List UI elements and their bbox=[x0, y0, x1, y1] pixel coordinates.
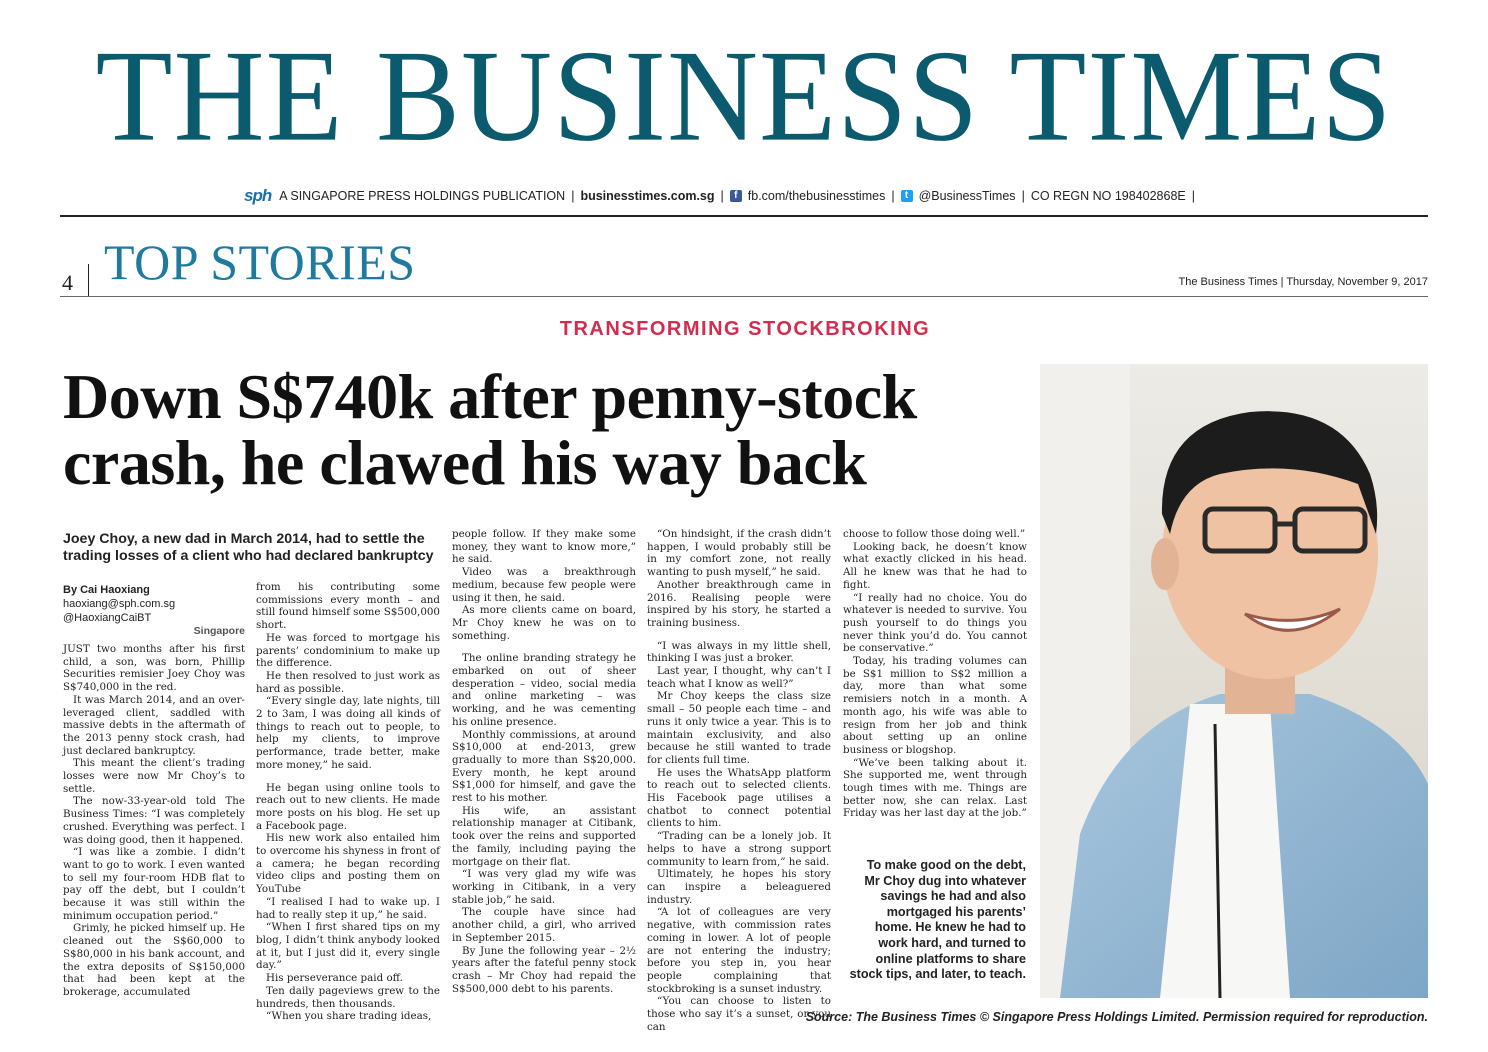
paragraph: The couple have since had another child, a girl, who arrived in September 2015. bbox=[452, 906, 636, 944]
twitter-link[interactable]: @BusinessTimes bbox=[918, 189, 1016, 203]
paragraph: Ultimately, he hopes his story can inspire a beleaguered industry. bbox=[647, 868, 831, 906]
body-column-3 bbox=[452, 528, 636, 995]
pubbar-separator: | bbox=[891, 189, 895, 203]
paragraph: “Trading can be a lonely job. It helps to have a strong support community to learn from,” he said. bbox=[647, 830, 831, 868]
byline bbox=[63, 583, 245, 625]
sph-logo: sph bbox=[244, 186, 272, 205]
body-column-4 bbox=[647, 528, 831, 1033]
body-column-2 bbox=[256, 581, 440, 1023]
page-number: 4 bbox=[62, 270, 73, 295]
source-credit: Source: The Business Times © Singapore Press Holdings Limited. Permission required for reproduction. bbox=[805, 1010, 1428, 1024]
byline-email: haoxiang@sph.com.sg bbox=[63, 598, 176, 610]
paragraph: JUST two months after his first child, a son, was born, Phillip Securities remisier Joey Choy was S$740,000 in the red. bbox=[63, 643, 245, 694]
kicker: TRANSFORMING STOCKBROKING bbox=[559, 318, 931, 340]
paragraph: He then resolved to just work as hard as possible. bbox=[256, 669, 440, 695]
publisher-text: A SINGAPORE PRESS HOLDINGS PUBLICATION bbox=[279, 189, 566, 203]
paragraph: It was March 2014, and an over-leveraged client, saddled with massive debts in the aftermath of the 2013 penny stock crash, had just declared bankruptcy. bbox=[63, 693, 245, 757]
byline-author: By Cai Haoxiang bbox=[63, 584, 150, 596]
twitter-icon: t bbox=[901, 190, 913, 202]
facebook-link[interactable]: fb.com/thebusinesstimes bbox=[747, 189, 886, 203]
masthead-rule bbox=[60, 215, 1428, 217]
paragraph: “I realised I had to wake up. I had to really step it up,” he said. bbox=[256, 895, 440, 921]
body-column-5 bbox=[843, 528, 1027, 820]
body-column-1 bbox=[63, 643, 245, 999]
portrait-photo bbox=[1040, 364, 1428, 998]
paragraph: This meant the client’s trading losses were now Mr Choy’s to settle. bbox=[63, 757, 245, 795]
paragraph: He was forced to mortgage his parents’ condominium to make up the difference. bbox=[256, 631, 440, 670]
paragraph: As more clients came on board, Mr Choy knew he was on to something. bbox=[452, 604, 636, 642]
paragraph: His new work also entailed him to overcome his shyness in front of a camera; he began recording video clips and posting them on YouTube bbox=[256, 832, 440, 896]
pubbar-separator: | bbox=[571, 189, 575, 203]
paragraph: from his contributing some commissions every month – and still found himself some S$500,000 short. bbox=[256, 581, 440, 632]
paragraph: Mr Choy keeps the class size small – 50 people each time – and runs it only twice a year. This is to maintain exclusivity, and also because he still wanted to trade for clients full time. bbox=[647, 690, 831, 766]
paragraph: Looking back, he doesn’t know what exactly clicked in his head. All he knew was that he had to fight. bbox=[843, 540, 1027, 591]
paragraph: “When you share trading ideas, bbox=[266, 1010, 432, 1023]
paragraph: The online branding strategy he embarked on out of sheer desperation – video, social media and online marketing – was working, and he was cementing his online presence. bbox=[452, 652, 636, 728]
dateline: The Business Times | Thursday, November 9, 2017 bbox=[1178, 276, 1428, 288]
portrait-illustration bbox=[1040, 364, 1428, 998]
paragraph: He began using online tools to reach out to new clients. He made more posts on his blog. He set up a Facebook page. bbox=[256, 781, 440, 832]
paragraph: “You can choose to listen to those who say it’s a sunset, or you can bbox=[647, 995, 831, 1033]
paragraph: By June the following year – 2½ years after the fateful penny stock crash – Mr Choy had repaid the S$500,000 debt to his parents. bbox=[452, 944, 636, 995]
paragraph: “I was very glad my wife was working in Citibank, in a very stable job,” he said. bbox=[452, 868, 636, 906]
paragraph: Today, his trading volumes can be S$1 million to S$2 million a day, more than what some remisiers notch in a month. A month ago, his wife was able to resign from her job and think about setting up an online business or blogshop. bbox=[843, 655, 1027, 756]
paragraph: “We’ve been talking about it. She supported me, went through tough times with me. Things are better now, she can relax. Last Friday was her last day at the job.” bbox=[843, 756, 1027, 820]
section-title: TOP STORIES bbox=[104, 234, 416, 290]
photo-caption: To make good on the debt, Mr Choy dug into whatever savings he had and also mortgaged his parents’ home. He knew he had to work hard, and turned to online platforms to share stock tips, and later, to teach. bbox=[849, 858, 1026, 982]
headline: Down S$740k after penny-stock crash, he clawed his way back bbox=[63, 361, 917, 498]
company-registration: CO REGN NO 198402868E bbox=[1030, 189, 1186, 203]
pubbar-separator: | bbox=[1021, 189, 1025, 203]
paragraph: Monthly commissions, at around S$10,000 at end-2013, grew gradually to more than S$20,000. Every month, he kept around S$1,000 for himself, and gave the rest to his mother. bbox=[452, 728, 636, 805]
paragraph: He uses the WhatsApp platform to reach out to selected clients. His Facebook page utilises a chatbot to connect potential clients to him. bbox=[647, 766, 831, 830]
paragraph: “On hindsight, if the crash didn’t happen, I would probably still be in my comfort zone, not really wanting to push myself,” he said. bbox=[647, 528, 831, 579]
paragraph: His wife, an assistant relationship manager at Citibank, took over the reins and supported the family, including paying the mortgage on their flat. bbox=[452, 804, 636, 868]
masthead: THE BUSINESS TIMES bbox=[95, 24, 1393, 169]
paragraph: Last year, I thought, why can’t I teach what I know as well?” bbox=[647, 665, 831, 690]
paragraph: Grimly, he picked himself up. He cleaned out the S$60,000 to S$80,000 in his bank account, and the extra deposits of S$150,000 that had been kept at the brokerage, accumulated bbox=[63, 922, 245, 998]
paragraph: Ten daily pageviews grew to the hundreds, then thousands. bbox=[256, 984, 440, 1010]
paragraph: The now-33-year-old told The Business Times: “I was completely crushed. Everything was perfect. I was doing good, then it happened. bbox=[63, 795, 245, 846]
paragraph: Video was a breakthrough medium, because few people were using it then, he said. bbox=[452, 566, 636, 604]
pubbar-separator: | bbox=[1191, 189, 1196, 203]
section-rule bbox=[60, 296, 1428, 297]
paragraph: “I was always in my little shell, thinking I was just a broker. bbox=[647, 639, 831, 665]
paragraph: “I really had no choice. You do whatever is needed to survive. You push yourself to do things you never think you’d do. You cannot be conservative.” bbox=[843, 591, 1027, 655]
byline-twitter: @HaoxiangCaiBT bbox=[63, 612, 152, 624]
pubbar-separator: | bbox=[720, 189, 724, 203]
paragraph: “When I first shared tips on my blog, I didn’t think anybody looked at it, but I just did it, every single day.” bbox=[256, 921, 440, 972]
facebook-icon: f bbox=[730, 190, 742, 202]
paragraph: Another breakthrough came in 2016. Realising people were inspired by his story, he started a training business. bbox=[647, 578, 831, 629]
paragraph: people follow. If they make some money, they want to know more,” he said. bbox=[452, 528, 636, 566]
publication-bar bbox=[244, 186, 1195, 206]
paragraph: choose to follow those doing well.” bbox=[843, 528, 1026, 540]
website-link[interactable]: businesstimes.com.sg bbox=[580, 189, 715, 203]
page-number-divider bbox=[88, 264, 89, 296]
paragraph: “A lot of colleagues are very negative, with commission rates coming in lower. A lot of people are not entering the industry; before you step in, you hear people complaining that stockbroking is a sunset industry. bbox=[647, 906, 831, 995]
paragraph: His perseverance paid off. bbox=[266, 972, 403, 985]
paragraph: “I was like a zombie. I didn’t want to go to work. I even wanted to sell my four-room HDB flat to pay off the debt, but I couldn’t because it was still within the minimum occupation period.” bbox=[63, 846, 245, 922]
standfirst: Joey Choy, a new dad in March 2014, had to settle the trading losses of a client who had declared bankruptcy bbox=[63, 531, 434, 564]
paragraph: “Every single day, late nights, till 2 to 3am, I was doing all kinds of things to reach out to people, to help my clients, to improve performance, trade better, make more money,” he said. bbox=[256, 695, 440, 771]
dateline-place: Singapore bbox=[193, 625, 245, 637]
